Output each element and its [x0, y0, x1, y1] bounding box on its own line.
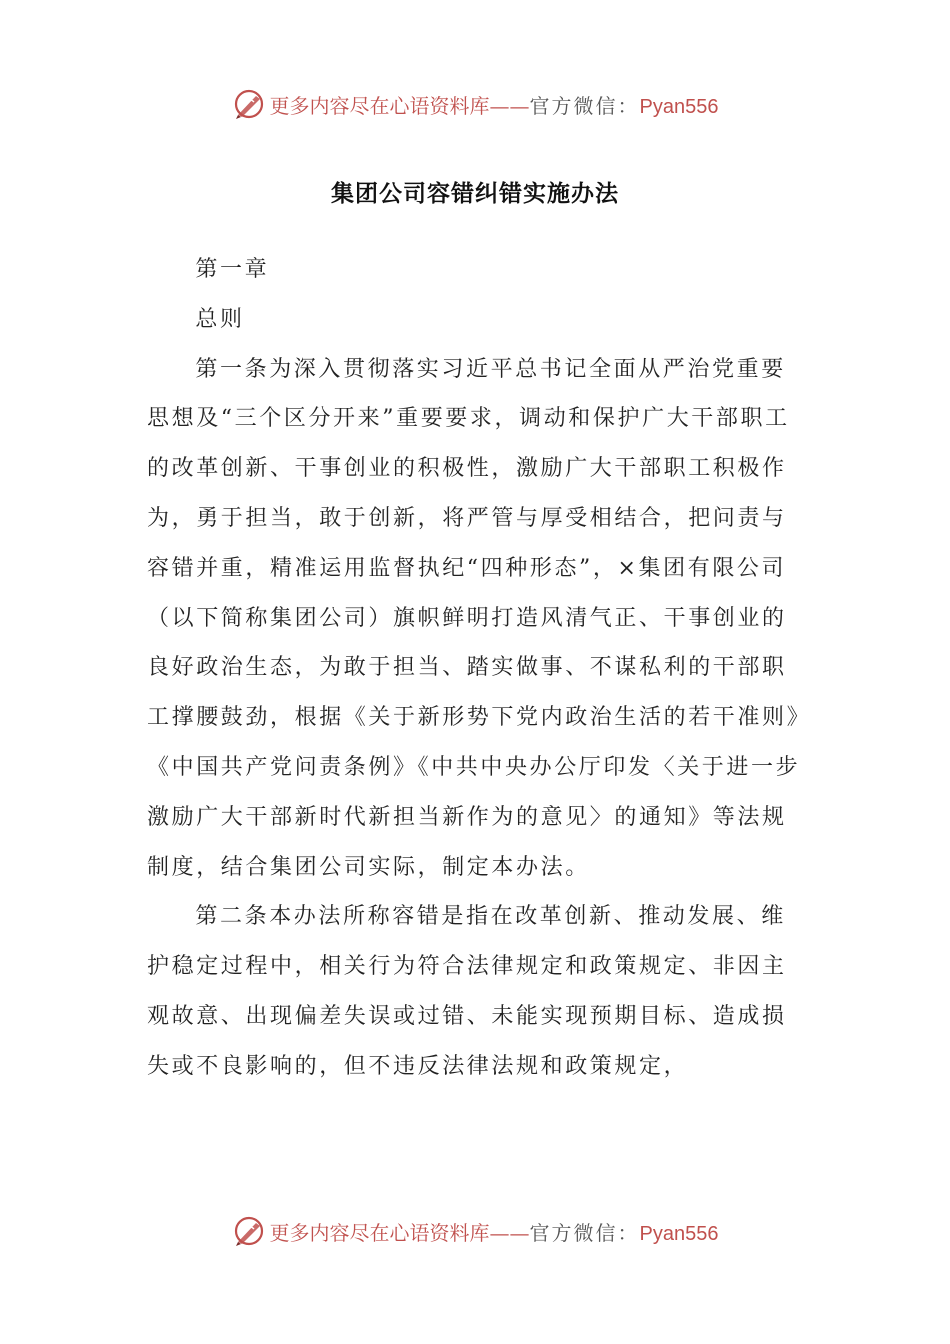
chapter-heading: 第一章 — [195, 257, 270, 282]
document-body — [147, 245, 807, 1092]
pen-logo-icon — [232, 1214, 266, 1248]
article-2-paragraph: 第二条本办法所称容错是指在改革创新、推动发展、维护稳定过程中，相关行为符合法律规定和政策规定、非因主观故意、出现偏差失误或过错、未能实现预期目标、造成损失或不良影响的，但不违反法律法规和政策规定， — [147, 904, 787, 1079]
document-title: 集团公司容错纠错实施办法 — [331, 181, 619, 207]
article-1-paragraph: 第一条为深入贯彻落实习近平总书记全面从严治党重要思想及“三个区分开来”重要要求，调动和保护广大干部职工的改革创新、干事创业的积极性，激励广大干部职工积极作为，勇于担当，敢于创新，将严管与厚受相结合，把问责与容错并重，精准运用监督执纪“四种形态”，×集团有限公司（以下简称集团公司）旗帜鲜明打造风清气正、干事创业的良好政治生态，为敢于担当、踏实做事、不谋私利的干部职工撑腰鼓劲，根据《关于新形势下党内政治生活的若干准则》《中国共产党问责条例》《中共中央办公厅印发〈关于进一步激励广大干部新时代新担当新作为的意见〉的通知》等法规制度，结合集团公司实际，制定本办法。 — [147, 356, 801, 880]
pen-logo-icon — [232, 87, 266, 121]
banner-text: 更多内容尽在心语资料库——官方微信：Pyan556 — [269, 1220, 719, 1245]
section-heading: 总则 — [195, 306, 245, 332]
footer-watermark-banner — [0, 1211, 950, 1251]
banner-text: 更多内容尽在心语资料库——官方微信：Pyan556 — [269, 93, 719, 118]
header-watermark-banner — [0, 84, 950, 124]
